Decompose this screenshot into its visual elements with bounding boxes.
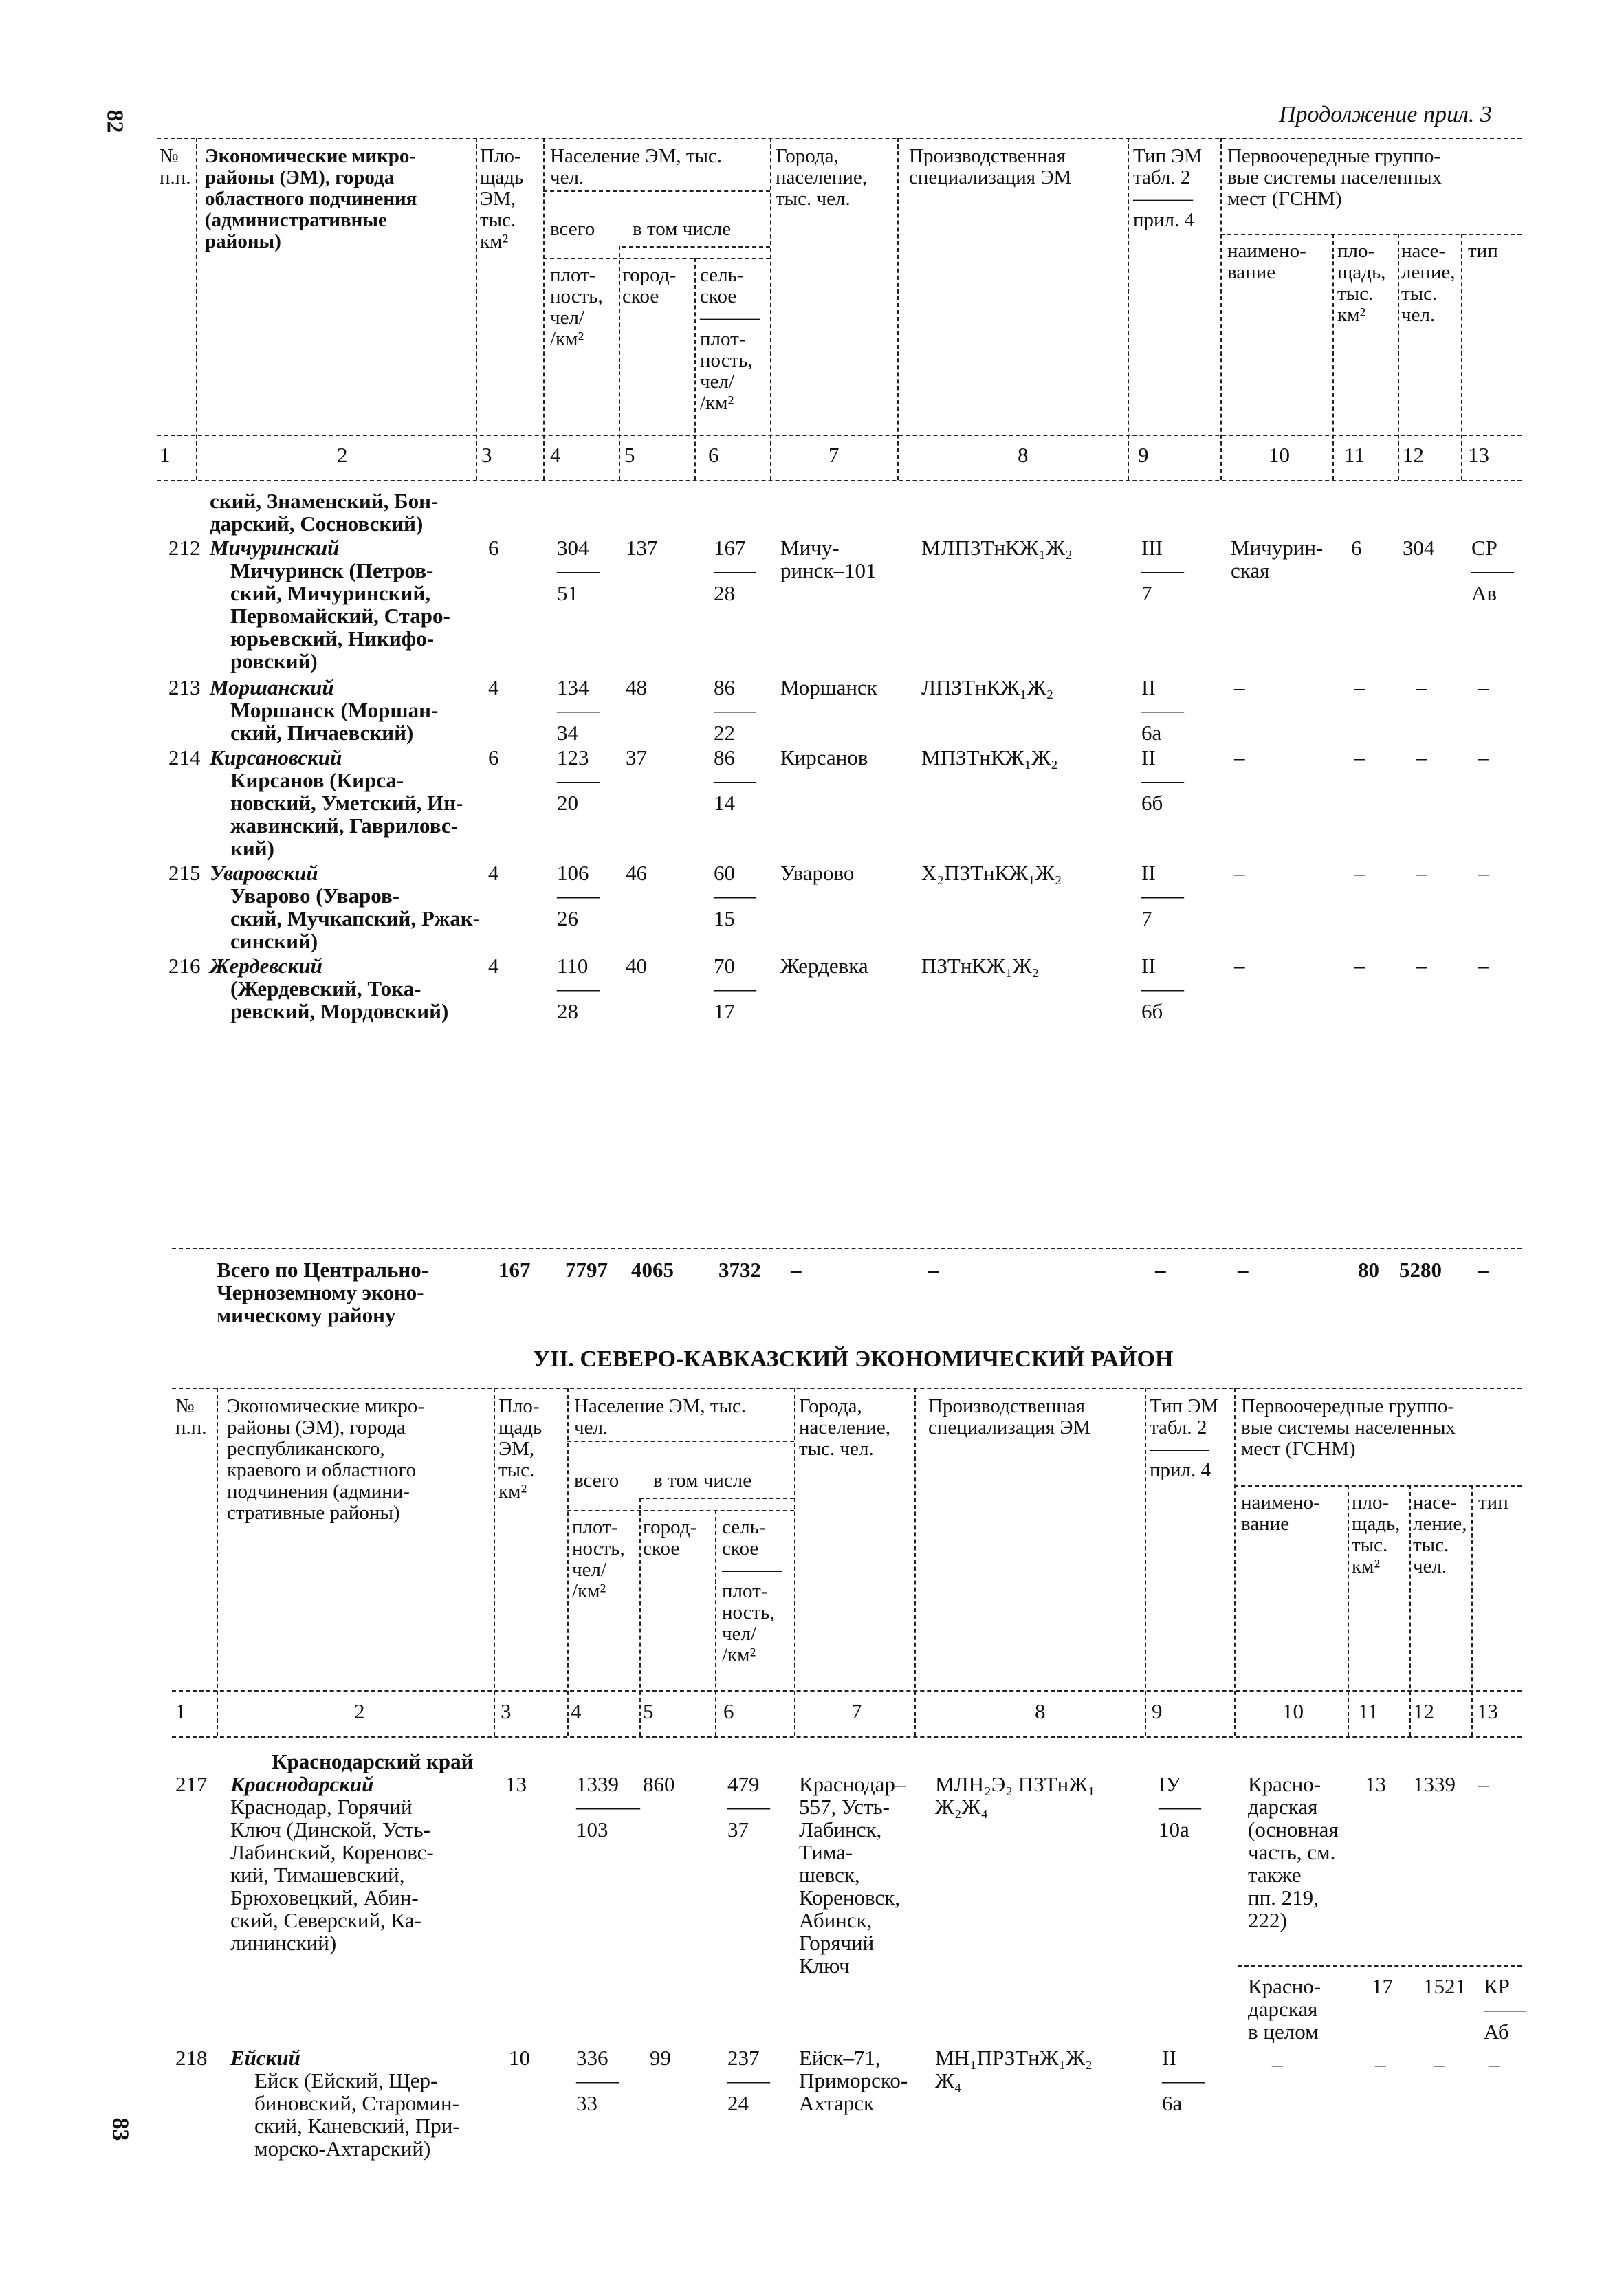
h2-gpop: насе- ление, тыс. чел. bbox=[1413, 1491, 1467, 1577]
h1-incl: в том числе bbox=[633, 218, 732, 240]
h1-gsnm: Первоочередные группо- вые системы населенных мест (ГСНМ) bbox=[1227, 145, 1442, 210]
col-num-8: 8 bbox=[1018, 443, 1029, 467]
h2-gtype: тип bbox=[1478, 1491, 1508, 1513]
h2-spec: Производственная специализация ЭМ bbox=[928, 1395, 1091, 1439]
h1-garea: пло- щадь, тыс. км² bbox=[1337, 240, 1386, 326]
h2-dens: плот- ность, чел/ /км² bbox=[572, 1516, 625, 1602]
h2-incl: в том числе bbox=[653, 1469, 752, 1491]
col-num-12: 12 bbox=[1413, 1699, 1434, 1723]
h1-em: Экономические микро- районы (ЭМ), города областного подчинения (административные районы) bbox=[205, 145, 417, 252]
krai-heading: Краснодарский край bbox=[272, 1749, 474, 1773]
col-num-4: 4 bbox=[550, 443, 561, 467]
h1-dens: плот- ность, чел/ /км² bbox=[550, 264, 603, 350]
h1-spec: Производственная специализация ЭМ bbox=[909, 145, 1072, 188]
h2-type: Тип ЭМ табл. 2 ——— прил. 4 bbox=[1150, 1395, 1219, 1481]
h1-gpop: насе- ление, тыс. чел. bbox=[1401, 240, 1456, 326]
col-num-3: 3 bbox=[481, 443, 492, 467]
document-page: 82 83 Продолжение прил. 3 № п.п. Экономические микро- районы (ЭМ), города областного подчинения (административные районы) Пло- щадь ЭМ, тыс. км² Население ЭМ, тыс. чел. всего в том числе плот- ность, чел/ /км² город- ское сель- ское ——— плот- ность, чел/ /км² Города, население, тыс. чел. Производственная специализация ЭМ Тип ЭМ табл. 2 ——— прил. 4 Первоочередные группо- вые системы населенных мест (ГСНМ) наимено- вание пло- щадь, тыс. км² насе- ление, тыс. чел. тип 1 2 3 4 5 6 7 8 9 10 11 12 13 ский, Знаменский, Бон- дарский, Сосновский) 212 Мичуринский Мичуринск (Петров- ский, Мичуринский, Первомайский, Старо- юрьевский, Никифо- ровский) 6 304 —— 51 137 167 —— 28 Мичу- ринск–101 МЛПЗТнКЖ₁Ж₂ III —— 7 Мичурин- ская 6 304 СР —— Ав 213 Моршанский Моршанск (Моршан- ский, Пичаевский) 4 134 —— 34 48 86 —— 22 Моршанск ЛПЗТнКЖ₁Ж₂ II —— 6а – – – – 214 Кирсановский Кирсанов (Кирса- новский, Уметский, Ин- жавинский, Гавриловс- кий) 6 123 —— 20 37 86 —— 14 Кирсанов МПЗТнКЖ₁Ж₂ II —— 6б – – – – 215 Уваровский Уварово (Уваров- ский, Мучкапский, Ржак- синский) 4 106 —— 26 46 60 —— 15 Уварово Х₂ПЗТнКЖ₁Ж₂ II —— 7 – – – – 216 Жердевский (Жердевский, Тока- ревский, Мордовский) 4 110 —— 28 40 70 —— 17 Жердевка ПЗТнКЖ₁Ж₂ II —— 6б – – – – Всего по Центрально- Черноземному эконо- мическому району 167 7797 4065 3732 – – – – 80 5280 – УII. СЕВЕРО-КАВКАЗСКИЙ ЭКОНОМИЧЕСКИЙ РАЙОН № п.п. Экономические микро- районы (ЭМ), города республиканского, краевого и областного подчинения (админи- стративные районы) Пло- щадь ЭМ, тыс. км² Население ЭМ, тыс. чел. всего в том числе плот- ность, чел/ /км² город- ское сель- ское ——— плот- ность, чел/ /км² Города, население, тыс. чел. Производственная специализация ЭМ Тип ЭМ табл. 2 ——— прил. 4 Первоочередные группо- вые системы населенных мест (ГСНМ) наимено- вание пло- щадь, тыс. км² насе- ление, тыс. чел. тип 1 2 3 4 5 6 7 8 9 10 11 12 13 Краснодарский край 217 Краснодарский Краснодар, Горячий Ключ (Динской, Усть- Лабинский, Кореновс- кий, Тимашевский, Брюховецкий, Абин- ский, Северский, Ка- лининский) 13 1339 ——— 103 860 479 —— 37 Краснодар– 557, Усть- Лабинск, Тима- шевск, Кореновск, Абинск, Горячий Ключ МЛН₂Э₂ ПЗТнЖ₁ Ж₂Ж₄ IУ —— 10а Красно- дарская (основная часть, см. также пп. 219, 222) 13 1339 – Красно- дарская в целом 17 1521 КР —— Аб 218 Ейский Ейск (Ейский, Щер- биновский, Старомин- ский, Каневский, При- морско-Ахтарский) 10 336 —— 33 99 237 —— 24 Ейск–71, Приморско- Ахтарск МН₁ПРЗТнЖ₁Ж₂ Ж₄ II —— 6а – – – – bbox=[0, 0, 1624, 2274]
h1-area: Пло- щадь ЭМ, тыс. км² bbox=[480, 145, 524, 252]
h1-rural: сель- ское ——— плот- ность, чел/ /км² bbox=[700, 264, 760, 414]
col-num-13: 13 bbox=[1477, 1699, 1498, 1723]
h1-pop: Население ЭМ, тыс. чел. bbox=[550, 145, 723, 188]
page-number-bottom: 83 bbox=[107, 2117, 133, 2141]
col-num-5: 5 bbox=[624, 443, 635, 467]
col-num-7: 7 bbox=[829, 443, 840, 467]
continuation-caption: Продолжение прил. 3 bbox=[1279, 102, 1492, 127]
h1-gname: наимено- вание bbox=[1227, 240, 1306, 283]
col-num-5: 5 bbox=[643, 1699, 654, 1723]
col-num-8: 8 bbox=[1035, 1699, 1046, 1723]
col-num-9: 9 bbox=[1152, 1699, 1163, 1723]
col-num-9: 9 bbox=[1138, 443, 1149, 467]
col-num-2: 2 bbox=[337, 443, 348, 467]
col-num-13: 13 bbox=[1468, 443, 1489, 467]
h1-type: Тип ЭМ табл. 2 ——— прил. 4 bbox=[1133, 145, 1203, 231]
h1-cities: Города, население, тыс. чел. bbox=[776, 145, 867, 210]
h1-total: всего bbox=[550, 218, 595, 240]
page-number-top: 82 bbox=[102, 109, 128, 133]
col-num-10: 10 bbox=[1282, 1699, 1304, 1723]
col-num-1: 1 bbox=[175, 1699, 186, 1723]
section-title: УII. СЕВЕРО-КАВКАЗСКИЙ ЭКОНОМИЧЕСКИЙ РАЙОН bbox=[533, 1346, 1174, 1372]
col-num-6: 6 bbox=[708, 443, 719, 467]
h1-gtype: тип bbox=[1468, 240, 1498, 262]
h2-urban: город- ское bbox=[643, 1516, 697, 1560]
h2-gsnm: Первоочередные группо- вые системы населенных мест (ГСНМ) bbox=[1241, 1395, 1456, 1460]
h2-gname: наимено- вание bbox=[1241, 1491, 1320, 1535]
h2-rural: сель- ское ——— плот- ность, чел/ /км² bbox=[722, 1516, 782, 1666]
h2-pop: Население ЭМ, тыс. чел. bbox=[574, 1395, 747, 1439]
h2-total: всего bbox=[574, 1469, 619, 1491]
h2-em: Экономические микро- районы (ЭМ), города республиканского, краевого и областного подчинения (админи- стративные районы) bbox=[227, 1395, 424, 1524]
h1-num: № п.п. bbox=[160, 145, 191, 188]
h2-garea: пло- щадь, тыс. км² bbox=[1352, 1491, 1401, 1577]
col-num-7: 7 bbox=[851, 1699, 862, 1723]
h2-cities: Города, население, тыс. чел. bbox=[799, 1395, 890, 1460]
col-num-11: 11 bbox=[1358, 1699, 1379, 1723]
h1-urban: город- ское bbox=[622, 264, 677, 307]
col-num-4: 4 bbox=[571, 1699, 582, 1723]
carry-over-text: ский, Знаменский, Бон- дарский, Сосновский) bbox=[210, 489, 439, 536]
col-num-1: 1 bbox=[160, 443, 171, 467]
col-num-11: 11 bbox=[1344, 443, 1365, 467]
h2-num: № п.п. bbox=[175, 1395, 207, 1439]
h2-area: Пло- щадь ЭМ, тыс. км² bbox=[498, 1395, 542, 1502]
col-num-10: 10 bbox=[1269, 443, 1290, 467]
col-num-12: 12 bbox=[1403, 443, 1424, 467]
col-num-3: 3 bbox=[501, 1699, 512, 1723]
col-num-2: 2 bbox=[354, 1699, 365, 1723]
col-num-6: 6 bbox=[723, 1699, 734, 1723]
